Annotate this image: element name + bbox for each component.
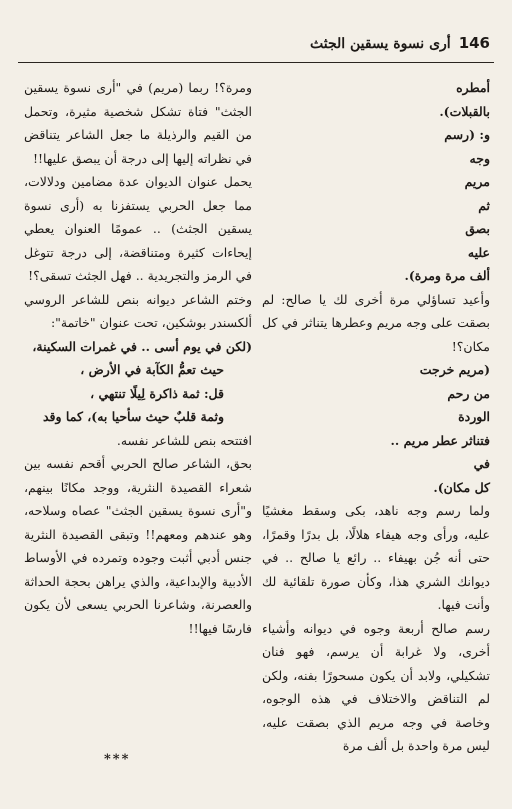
- page-header: [22, 34, 490, 52]
- paragraph: رسم صالح أربعة وجوه في ديوانه وأشياء أخرى، ولا غرابة أن يرسم، فهو فنان تشكيلي، ولابد أن يكون مسحورًا بفنه، ولكن لم التناقض والاختلاف في هذه الوجوه، وخاصة في وجه مريم الذي بصقت عليه، ليس مرة واحدة بل ألف مرة: [262, 620, 490, 753]
- verse-line: وثمة قلبٌ حيث سأحيا به)، كما وقد: [43, 409, 224, 424]
- paragraph: ولما رسم وجه ناهد، بكى وسقط مغشيًا عليه، ورأى وجه هيفاء هلالًا، بل بدرًا وقمرًا، حتى أنه جُن بهيفاء .. رائع يا صالح .. في ديوانك الشري هذا، وكأن صورة تلقائية لك وأنت فيها.: [262, 503, 490, 612]
- verse-line: ثم: [478, 197, 490, 213]
- verse-line: ألف مرة ومرة).: [404, 268, 490, 283]
- verse-line: كل مكان).: [433, 479, 490, 495]
- verse-line: (مريم خرجت: [419, 362, 490, 377]
- paragraph: يحمل عنوان الديوان عدة مضامين ودلالات، مما جعل الحربي يستفزنا به (أرى نسوة يسقين الجثث) .. عمومًا العنوان يعطي إيحاءات كثيرة ومتناقضة، إلى درجة تتوغل في الرمز والتجريدية .. فهل الجثث تسقى؟!: [24, 174, 252, 283]
- paragraph: افتتحه بنص للشاعر نفسه.: [116, 432, 252, 448]
- section-separator: ***: [104, 752, 131, 767]
- header-rule: [18, 62, 494, 63]
- verse-line: و: (رسم: [444, 127, 490, 142]
- verse-line: الوردة: [458, 409, 490, 424]
- verse-line: وجه: [469, 150, 490, 166]
- right-text-column: [262, 76, 490, 758]
- paragraph: وختم الشاعر ديوانه بنص للشاعر الروسي ألكسندر بوشكين، تحت عنوان "خاتمة":: [24, 291, 252, 330]
- paragraph: ومرة؟! ربما (مريم) في "أرى نسوة يسقين الجثث" فتاة تشكل شخصية مثيرة، وتحمل من القيم والرذيلة ما جعل الشاعر يتناقض في نظراته إليها إلى درجة أن يبصق عليها!!: [24, 80, 252, 166]
- verse-line: بصق: [465, 221, 490, 236]
- verse-line: في: [473, 456, 490, 471]
- verse-line: حيث تعمُّ الكآبة في الأرض ،: [80, 362, 224, 377]
- verse-line: بالقبلات).: [439, 103, 490, 119]
- paragraph: بحق، الشاعر صالح الحربي أقحم نفسه بين شعراء القصيدة النثرية، ووجد مكانًا بينهم، و"أرى نسوة يسقين الجثث" عصاه وسلاحه، وهو عندهم ومعهم!! وتبقى القصيدة النثرية جنس أدبي أثبت وجوده وتمرده في الأوساط الأدبية والإبداعية، والذي يراهن بحجة الحداثة والعصرنة، وشاعرنا الحربي يسعى لأن يكون فارسًا فيها!!: [24, 456, 252, 636]
- verse-line: عليه: [467, 244, 490, 260]
- verse-line: قل: ثمة ذاكرة لِيلًا تنتهي ،: [90, 385, 224, 401]
- left-text-column: [24, 76, 252, 640]
- paragraph: (لكن في يوم أسى .. في غمرات السكينة،: [32, 338, 252, 354]
- paragraph: وأعيد تساؤلي مرة أخرى لك يا صالح: لم بصقت على وجه مريم وعطرها يتناثر في كل مكان؟!: [262, 291, 490, 354]
- verse-line: أمطره: [456, 80, 490, 95]
- verse-line: فتناثر عطر مريم ..: [390, 432, 490, 448]
- page-number: 146: [458, 34, 490, 52]
- verse-line: من رحم: [447, 385, 490, 401]
- verse-line: مريم: [464, 174, 490, 189]
- running-title: أرى نسوة يسقين الجثث: [309, 36, 451, 52]
